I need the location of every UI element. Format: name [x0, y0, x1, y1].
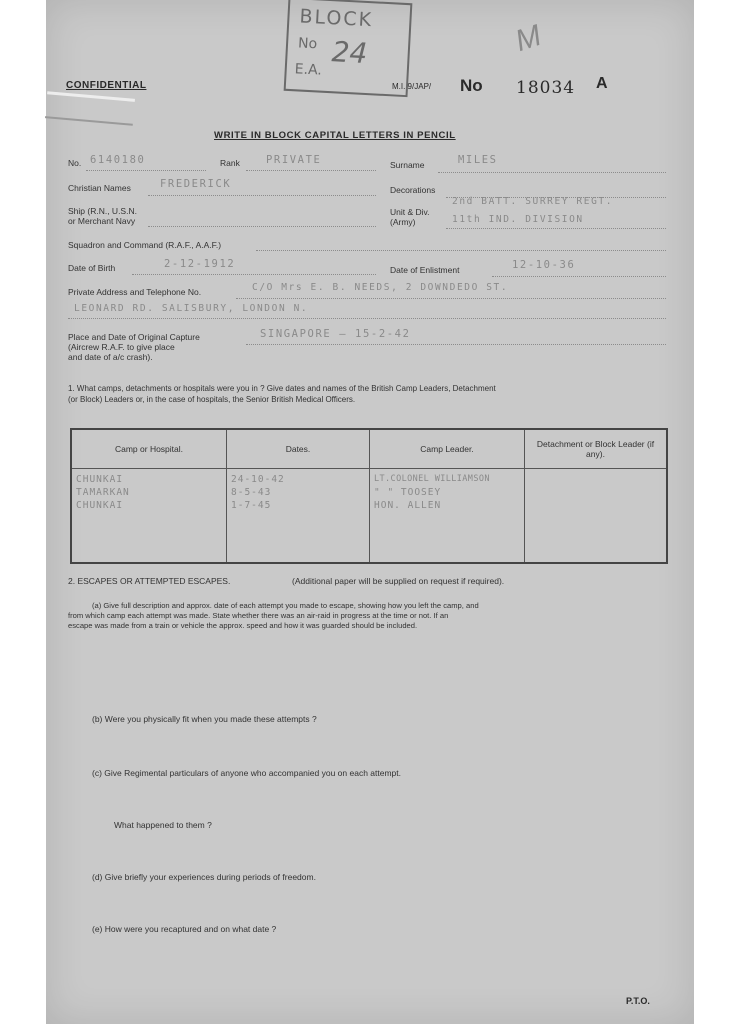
address-value-2: LEONARD RD. SALISBURY, LONDON N.	[74, 303, 309, 314]
camps-header-detachment: Detachment or Block Leader (if any).	[525, 429, 668, 469]
no-field-value: 6140180	[90, 154, 146, 166]
capture-value: SINGAPORE — 15-2-42	[260, 328, 411, 340]
serial-suffix: A	[596, 75, 608, 92]
escapes-a-1: (a) Give full description and approx. date of each attempt you made to escape, showing how you left the camp, and	[92, 601, 479, 610]
table-row	[71, 469, 667, 564]
pto-label: P.T.O.	[626, 996, 650, 1006]
enlistment-label: Date of Enlistment	[390, 265, 460, 275]
leader-cell: LT.COLONEL WILLIAMSON	[374, 474, 490, 484]
unit-label-1: Unit & Div.	[390, 207, 430, 217]
camps-table	[70, 428, 668, 564]
camps-question-1: 1. What camps, detachments or hospitals were you in ? Give dates and names of the British Camp Leaders, Detachment	[68, 384, 496, 393]
capture-label-2: (Aircrew R.A.F. to give place	[68, 342, 175, 352]
camp-cell: CHUNKAI	[76, 500, 124, 511]
no-label: No	[460, 76, 483, 95]
confidential-label: CONFIDENTIAL	[66, 80, 147, 91]
stamp-block-text: BLOCK	[298, 5, 374, 32]
instruction-heading: WRITE IN BLOCK CAPITAL LETTERS IN PENCIL	[214, 130, 456, 141]
escapes-e: (e) How were you recaptured and on what date ?	[92, 924, 277, 934]
ship-label-2: or Merchant Navy	[68, 216, 136, 226]
escapes-heading: 2. ESCAPES OR ATTEMPTED ESCAPES.	[68, 576, 231, 586]
form-sheet	[46, 0, 694, 1024]
serial-number: 18034	[516, 78, 576, 98]
escapes-d: (d) Give briefly your experiences during periods of freedom.	[92, 872, 316, 882]
date-cell: 24-10-42	[231, 474, 285, 485]
camps-header-dates: Dates.	[227, 429, 370, 469]
camps-header-leader: Camp Leader.	[370, 429, 525, 469]
christian-names-value: FREDERICK	[160, 178, 232, 190]
escapes-c2: What happened to them ?	[114, 820, 212, 830]
surname-value: MILES	[458, 154, 498, 166]
date-cell: 8-5-43	[231, 487, 272, 498]
escapes-a-2: from which camp each attempt was made. State whether there was an air-raid in progress at the time or not. If an	[68, 611, 449, 620]
christian-names-label: Christian Names	[68, 183, 131, 193]
stamp-no-text: No	[297, 35, 318, 53]
rank-value: PRIVATE	[266, 154, 322, 166]
camps-question-2: (or Block) Leaders or, in the case of hospitals, the Senior British Medical Officers.	[68, 395, 356, 404]
date-cell: 1-7-45	[231, 500, 272, 511]
decorations-label: Decorations	[390, 185, 436, 195]
unit-value-2: 11th IND. DIVISION	[452, 214, 584, 225]
capture-label-3: and date of a/c crash).	[68, 352, 153, 362]
corner-scribble: M	[511, 18, 546, 59]
camp-cell: CHUNKAI	[76, 474, 124, 485]
ship-label-1: Ship (R.N., U.S.N.	[68, 206, 137, 216]
escapes-a-3: escape was made from a train or vehicle the approx. speed and how it was guarded should be included.	[68, 621, 418, 630]
stamp-initials: E.A.	[294, 61, 323, 79]
unit-value-1: 2nd BATT. SURREY REGT.	[452, 196, 614, 207]
leader-cell: " " TOOSEY	[374, 487, 442, 498]
no-field-label: No.	[68, 158, 82, 168]
camps-header-camp: Camp or Hospital.	[71, 429, 227, 469]
staple-mark	[45, 91, 135, 126]
escapes-note: (Additional paper will be supplied on request if required).	[292, 576, 505, 586]
enlistment-value: 12-10-36	[512, 259, 576, 271]
dob-value: 2-12-1912	[164, 258, 236, 270]
surname-label: Surname	[390, 160, 425, 170]
escapes-c: (c) Give Regimental particulars of anyone who accompanied you on each attempt.	[92, 768, 401, 778]
capture-label-1: Place and Date of Original Capture	[68, 332, 200, 342]
form-code: M.I. 9/JAP/	[392, 82, 432, 91]
squadron-label: Squadron and Command (R.A.F., A.A.F.)	[68, 240, 222, 250]
leader-cell: HON. ALLEN	[374, 500, 442, 511]
stamp-number: 24	[330, 35, 369, 70]
address-label: Private Address and Telephone No.	[68, 287, 202, 297]
escapes-b: (b) Were you physically fit when you made these attempts ?	[92, 714, 317, 724]
camp-cell: TAMARKAN	[76, 487, 130, 498]
rank-label: Rank	[220, 158, 240, 168]
address-value-1: C/O Mrs E. B. NEEDS, 2 DOWNDEDO ST.	[252, 282, 509, 293]
dob-label: Date of Birth	[68, 263, 116, 273]
unit-label-2: (Army)	[390, 217, 416, 227]
